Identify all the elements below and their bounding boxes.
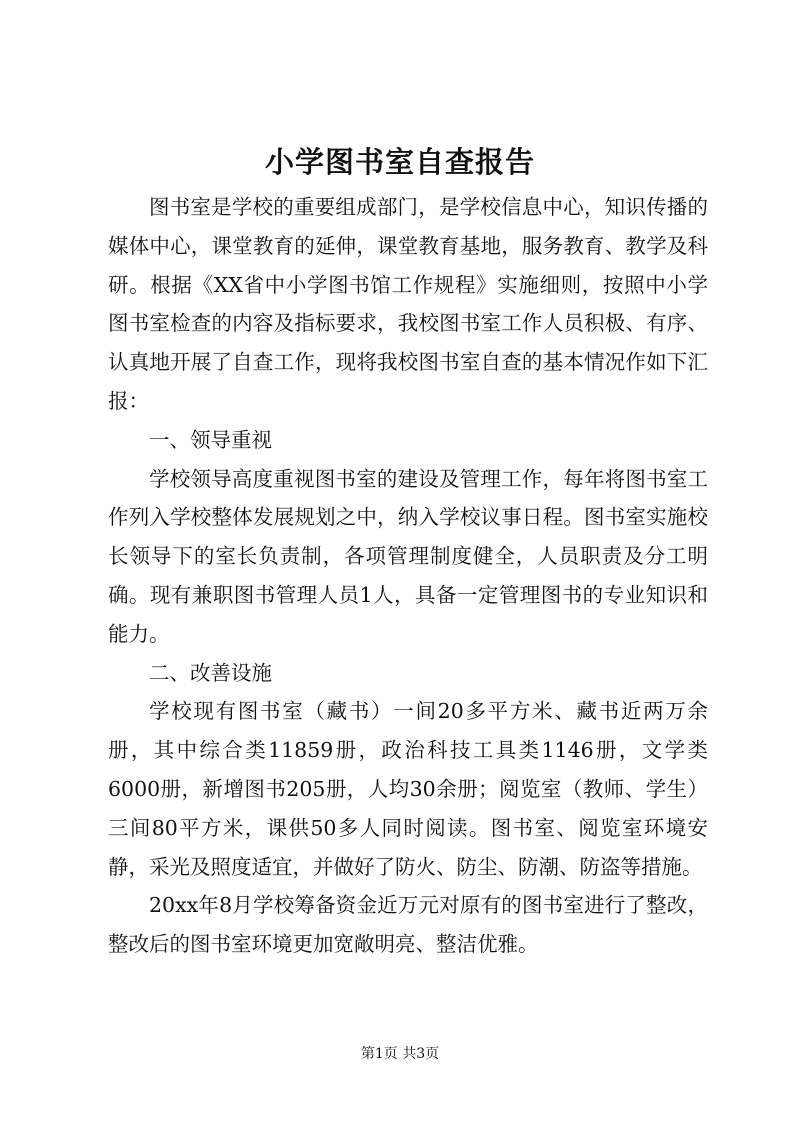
section-paragraph-facilities: 学校现有图书室（藏书）一间20多平方米、藏书近两万余册，其中综合类11859册，政治科技工具类1146册，文学类6000册，新增图书205册，人均30余册；阅览室（教师、学生）三间80平方米，课供50多人同时阅读。图书室、阅览室环境安静，采光及照度适宜，并做好了防火、防尘、防潮、防盗等措施。 — [108, 699, 708, 879]
section-heading-facilities: 二、改善设施 — [149, 660, 272, 685]
document-title: 小学图书室自查报告 — [264, 145, 535, 179]
section-paragraph-renovation: 20xx年8月学校筹备资金近万元对原有的图书室进行了整改，整改后的图书室环境更加宽敞明亮、整洁优雅。 — [108, 893, 708, 957]
page-indicator: 第1页 共3页 — [360, 1046, 440, 1062]
section-heading-leadership: 一、领导重视 — [149, 427, 272, 452]
intro-paragraph: 图书室是学校的重要组成部门，是学校信息中心，知识传播的媒体中心，课堂教育的延伸，课堂教育基地，服务教育、教学及科研。根据《XX省中小学图书馆工作规程》实施细则，按照中小学图书室检查的内容及指标要求，我校图书室工作人员积极、有序、认真地开展了自查工作，现将我校图书室自查的基本情况作如下汇报： — [108, 195, 708, 413]
section-paragraph-leadership: 学校领导高度重视图书室的建设及管理工作，每年将图书室工作列入学校整体发展规划之中，纳入学校议事日程。图书室实施校长领导下的室长负责制，各项管理制度健全，人员职责及分工明确。现有兼职图书管理人员1人，具备一定管理图书的专业知识和能力。 — [108, 466, 708, 646]
document-body — [108, 188, 708, 964]
page-footer — [0, 1044, 800, 1064]
